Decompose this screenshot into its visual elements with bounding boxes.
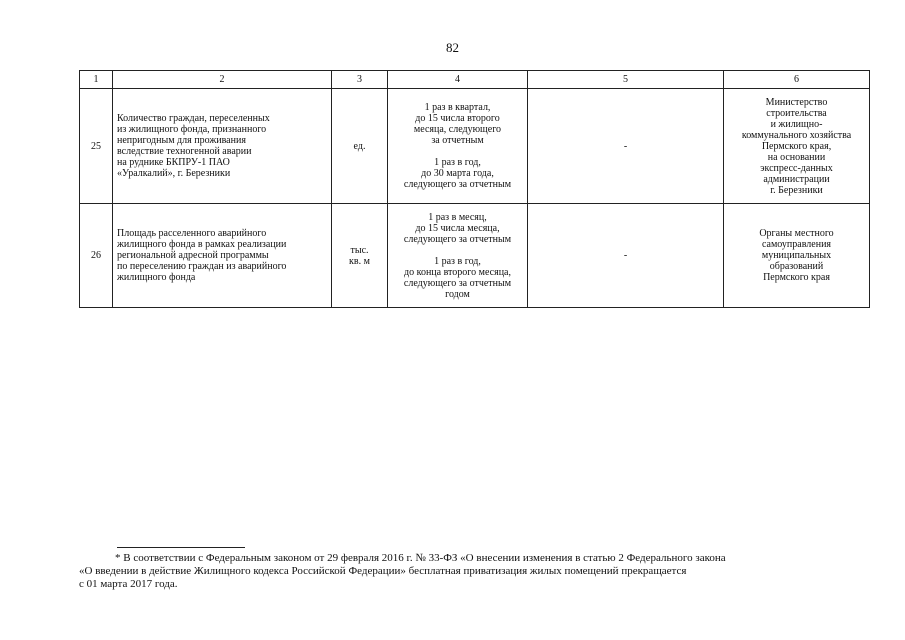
frequency-text-1: 1 раз в квартал, до 15 числа второго месяца, следующего за отчетным: [413, 102, 502, 146]
frequency-text-1: 1 раз в месяц, до 15 числа месяца, следующего за отчетным: [403, 211, 512, 245]
indicator-text: Площадь расселенного аварийного жилищного фонда в рамках реализации региональной адресной программы по переселению граждан из аварийного жилищного фонда: [117, 228, 287, 283]
indicator-cell: [113, 89, 332, 204]
footnote: [79, 552, 869, 591]
frequency-text-2: 1 раз в год, до конца второго месяца, следующего за отчетным годом: [403, 255, 512, 300]
indicator-cell: [113, 204, 332, 308]
column-5-cell: -: [528, 89, 724, 204]
indicator-text: Количество граждан, переселенных из жилищного фонда, признанного непригодным для проживания вследствие техногенной аварии на руднике БКПРУ-1 ПАО «Уралкалий», г. Березники: [117, 113, 270, 179]
table-row: [80, 89, 870, 204]
column-header-6: 6: [724, 71, 870, 89]
responsible-text: Министерство строительства и жилищно- коммунального хозяйства Пермского края, на основании экспресс-данных администрации г. Березники: [741, 96, 852, 196]
responsible-cell: [724, 89, 870, 204]
unit-cell: [332, 204, 388, 308]
column-5-cell: -: [528, 204, 724, 308]
unit-text: тыс. кв. м: [349, 244, 370, 267]
frequency-text-2: 1 раз в год, до 30 марта года, следующего за отчетным: [403, 157, 512, 190]
footnote-line-1: * В соответствии с Федеральным законом от 29 февраля 2016 г. № 33-ФЗ «О внесении изменения в статью 2 Федерального закона: [115, 552, 726, 564]
frequency-cell: [388, 89, 528, 204]
footnote-line-2: «О введении в действие Жилищного кодекса Российской Федерации» бесплатная приватизация жилых помещений прекращается: [79, 565, 687, 577]
unit-text: ед.: [353, 140, 366, 152]
column-header-3: 3: [332, 71, 388, 89]
responsible-text: Органы местного самоуправления муниципальных образований Пермского края: [759, 228, 834, 283]
column-header-5: 5: [528, 71, 724, 89]
data-table: [79, 70, 870, 308]
responsible-cell: [724, 204, 870, 308]
row-number: 26: [80, 204, 113, 308]
column-header-4: 4: [388, 71, 528, 89]
page-number: 82: [446, 40, 459, 55]
unit-cell: [332, 89, 388, 204]
footnote-divider: [117, 547, 245, 548]
table-header-row: [80, 71, 870, 89]
row-number: 25: [80, 89, 113, 204]
column-header-1: 1: [80, 71, 113, 89]
frequency-cell: [388, 204, 528, 308]
table-row: [80, 204, 870, 308]
footnote-line-3: с 01 марта 2017 года.: [79, 578, 178, 590]
column-header-2: 2: [113, 71, 332, 89]
